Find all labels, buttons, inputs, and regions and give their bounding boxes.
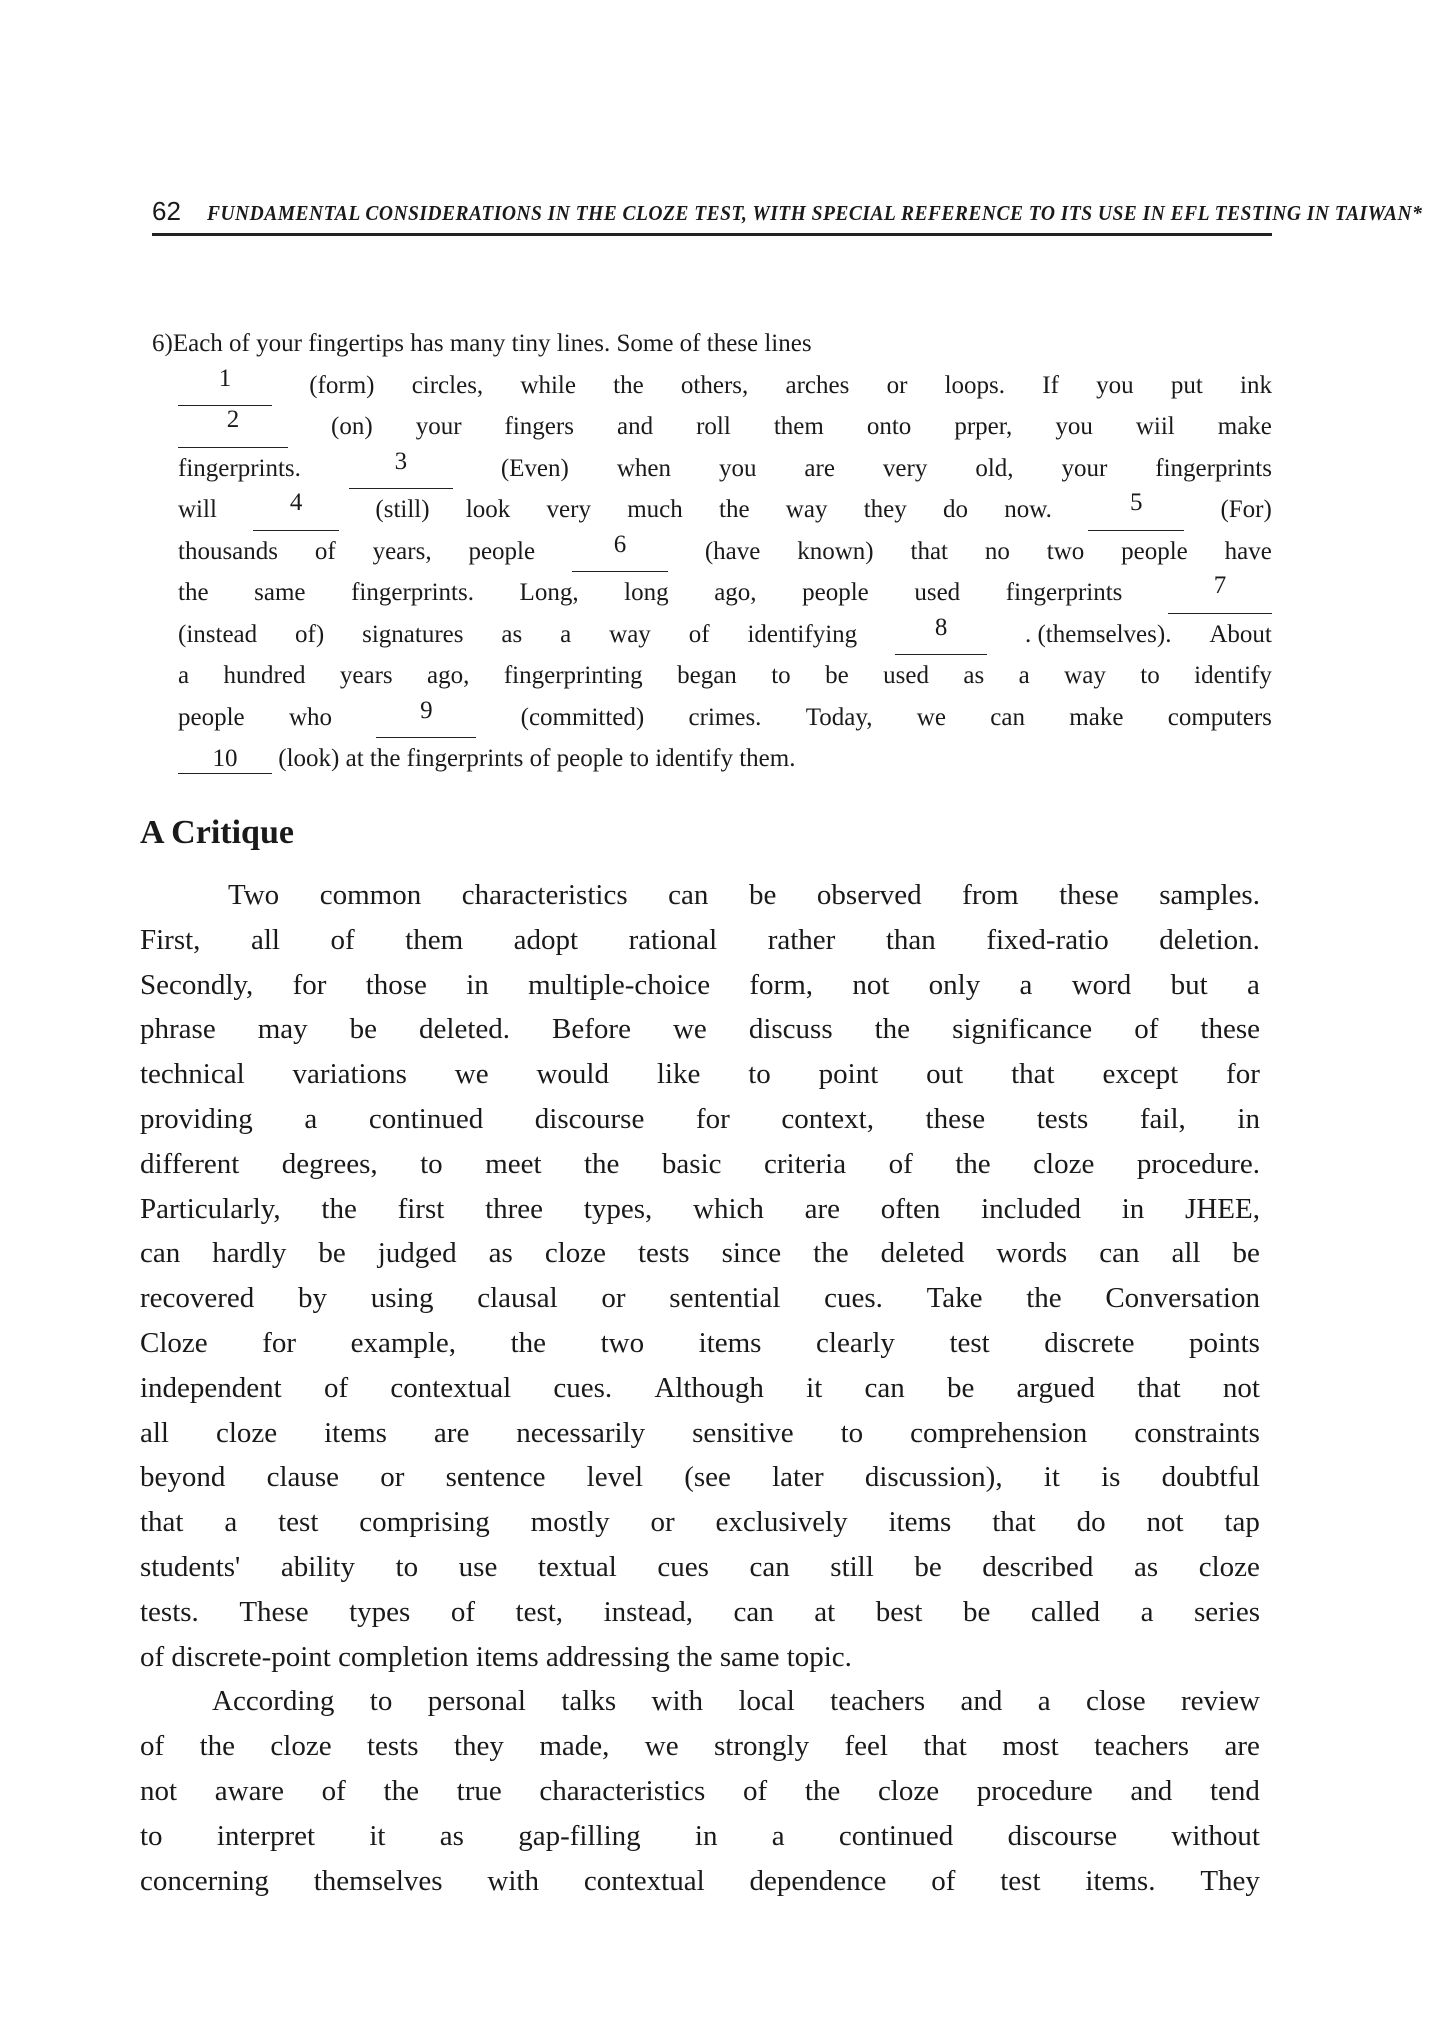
text-line: independent of contextual cues. Although it can be argued that not <box>140 1371 1260 1404</box>
exercise-line: a hundred years ago, fingerprinting began to be used as a way to identify <box>178 662 1272 689</box>
text-line: of discrete-point completion items addressing the same topic. <box>140 1640 852 1673</box>
exercise-line: 2 (on) your fingers and roll them onto prper, you wiil make <box>152 406 1272 448</box>
blank-6: 6 <box>572 531 668 573</box>
paragraph <box>140 873 1260 1679</box>
text-line: First, all of them adopt rational rather than fixed-ratio deletion. <box>140 923 1260 956</box>
blank-9: 9 <box>376 697 476 739</box>
text-line: beyond clause or sentence level (see later discussion), it is doubtful <box>140 1461 1260 1494</box>
text-line: can hardly be judged as cloze tests since the deleted words can all be <box>140 1237 1260 1270</box>
blank-5: 5 <box>1088 489 1184 531</box>
blank-2: 2 <box>178 406 288 448</box>
blank-10: 10 <box>178 745 272 774</box>
text-line: Secondly, for those in multiple-choice form, not only a word but a <box>140 968 1260 1001</box>
text-line: phrase may be deleted. Before we discuss the significance of these <box>140 1013 1260 1046</box>
blank-4: 4 <box>253 489 339 531</box>
exercise-line: the same fingerprints. Long, long ago, people used fingerprints 7 <box>152 572 1272 614</box>
text-line: that a test comprising mostly or exclusively items that do not tap <box>140 1506 1260 1539</box>
exercise-line: 10 (look) at the fingerprints of people to identify them. <box>152 738 1272 780</box>
exercise-line: will 4 (still) look very much the way they do now. 5 (For) <box>152 489 1272 531</box>
body-text <box>140 873 1260 1903</box>
blank-8: 8 <box>895 614 987 656</box>
text-line: all cloze items are necessarily sensitive to comprehension constraints <box>140 1416 1260 1449</box>
exercise-line: 1 (form) circles, while the others, arches or loops. If you put ink <box>152 365 1272 407</box>
text-line: providing a continued discourse for context, these tests fail, in <box>140 1102 1260 1135</box>
text-line: tests. These types of test, instead, can at best be called a series <box>140 1595 1260 1628</box>
blank-1: 1 <box>178 365 272 407</box>
blank-7: 7 <box>1168 572 1272 614</box>
text-line: Particularly, the first three types, which are often included in JHEE, <box>140 1192 1260 1225</box>
running-header <box>152 196 1423 236</box>
text-line: different degrees, to meet the basic criteria of the cloze procedure. <box>140 1147 1260 1180</box>
text-line: to interpret it as gap-filling in a continued discourse without <box>140 1819 1260 1852</box>
text-line: technical variations we would like to point out that except for <box>140 1058 1260 1091</box>
text-line: not aware of the true characteristics of the cloze procedure and tend <box>140 1774 1260 1807</box>
exercise-line: (instead of) signatures as a way of identifying 8 . (themselves). About <box>152 614 1272 656</box>
exercise-line: thousands of years, people 6 (have known) that no two people have <box>152 531 1272 573</box>
text-line: According to personal talks with local teachers and a close review <box>212 1685 1260 1718</box>
text-line: recovered by using clausal or sentential cues. Take the Conversation <box>140 1282 1260 1315</box>
blank-3: 3 <box>349 448 453 490</box>
page-number: 62 <box>152 196 181 226</box>
cloze-exercise <box>152 323 1272 780</box>
section-title: A Critique <box>140 814 294 851</box>
text-line: of the cloze tests they made, we strongly feel that most teachers are <box>140 1730 1260 1763</box>
text-line: Cloze for example, the two items clearly test discrete points <box>140 1326 1260 1359</box>
exercise-line: fingerprints. 3 (Even) when you are very old, your fingerprints <box>152 448 1272 490</box>
text-line: Two common characteristics can be observed from these samples. <box>228 879 1260 911</box>
running-title: FUNDAMENTAL CONSIDERATIONS IN THE CLOZE TEST, WITH SPECIAL REFERENCE TO ITS USE IN EFL TESTING IN TAIWAN* <box>206 201 1423 225</box>
text-line: concerning themselves with contextual dependence of test items. They <box>140 1864 1260 1897</box>
exercise-intro: 6)Each of your fingertips has many tiny lines. Some of these lines <box>152 330 812 357</box>
exercise-line: people who 9 (committed) crimes. Today, we can make computers <box>152 697 1272 739</box>
text-line: students' ability to use textual cues can still be described as cloze <box>140 1550 1260 1583</box>
paragraph <box>140 1679 1260 1903</box>
